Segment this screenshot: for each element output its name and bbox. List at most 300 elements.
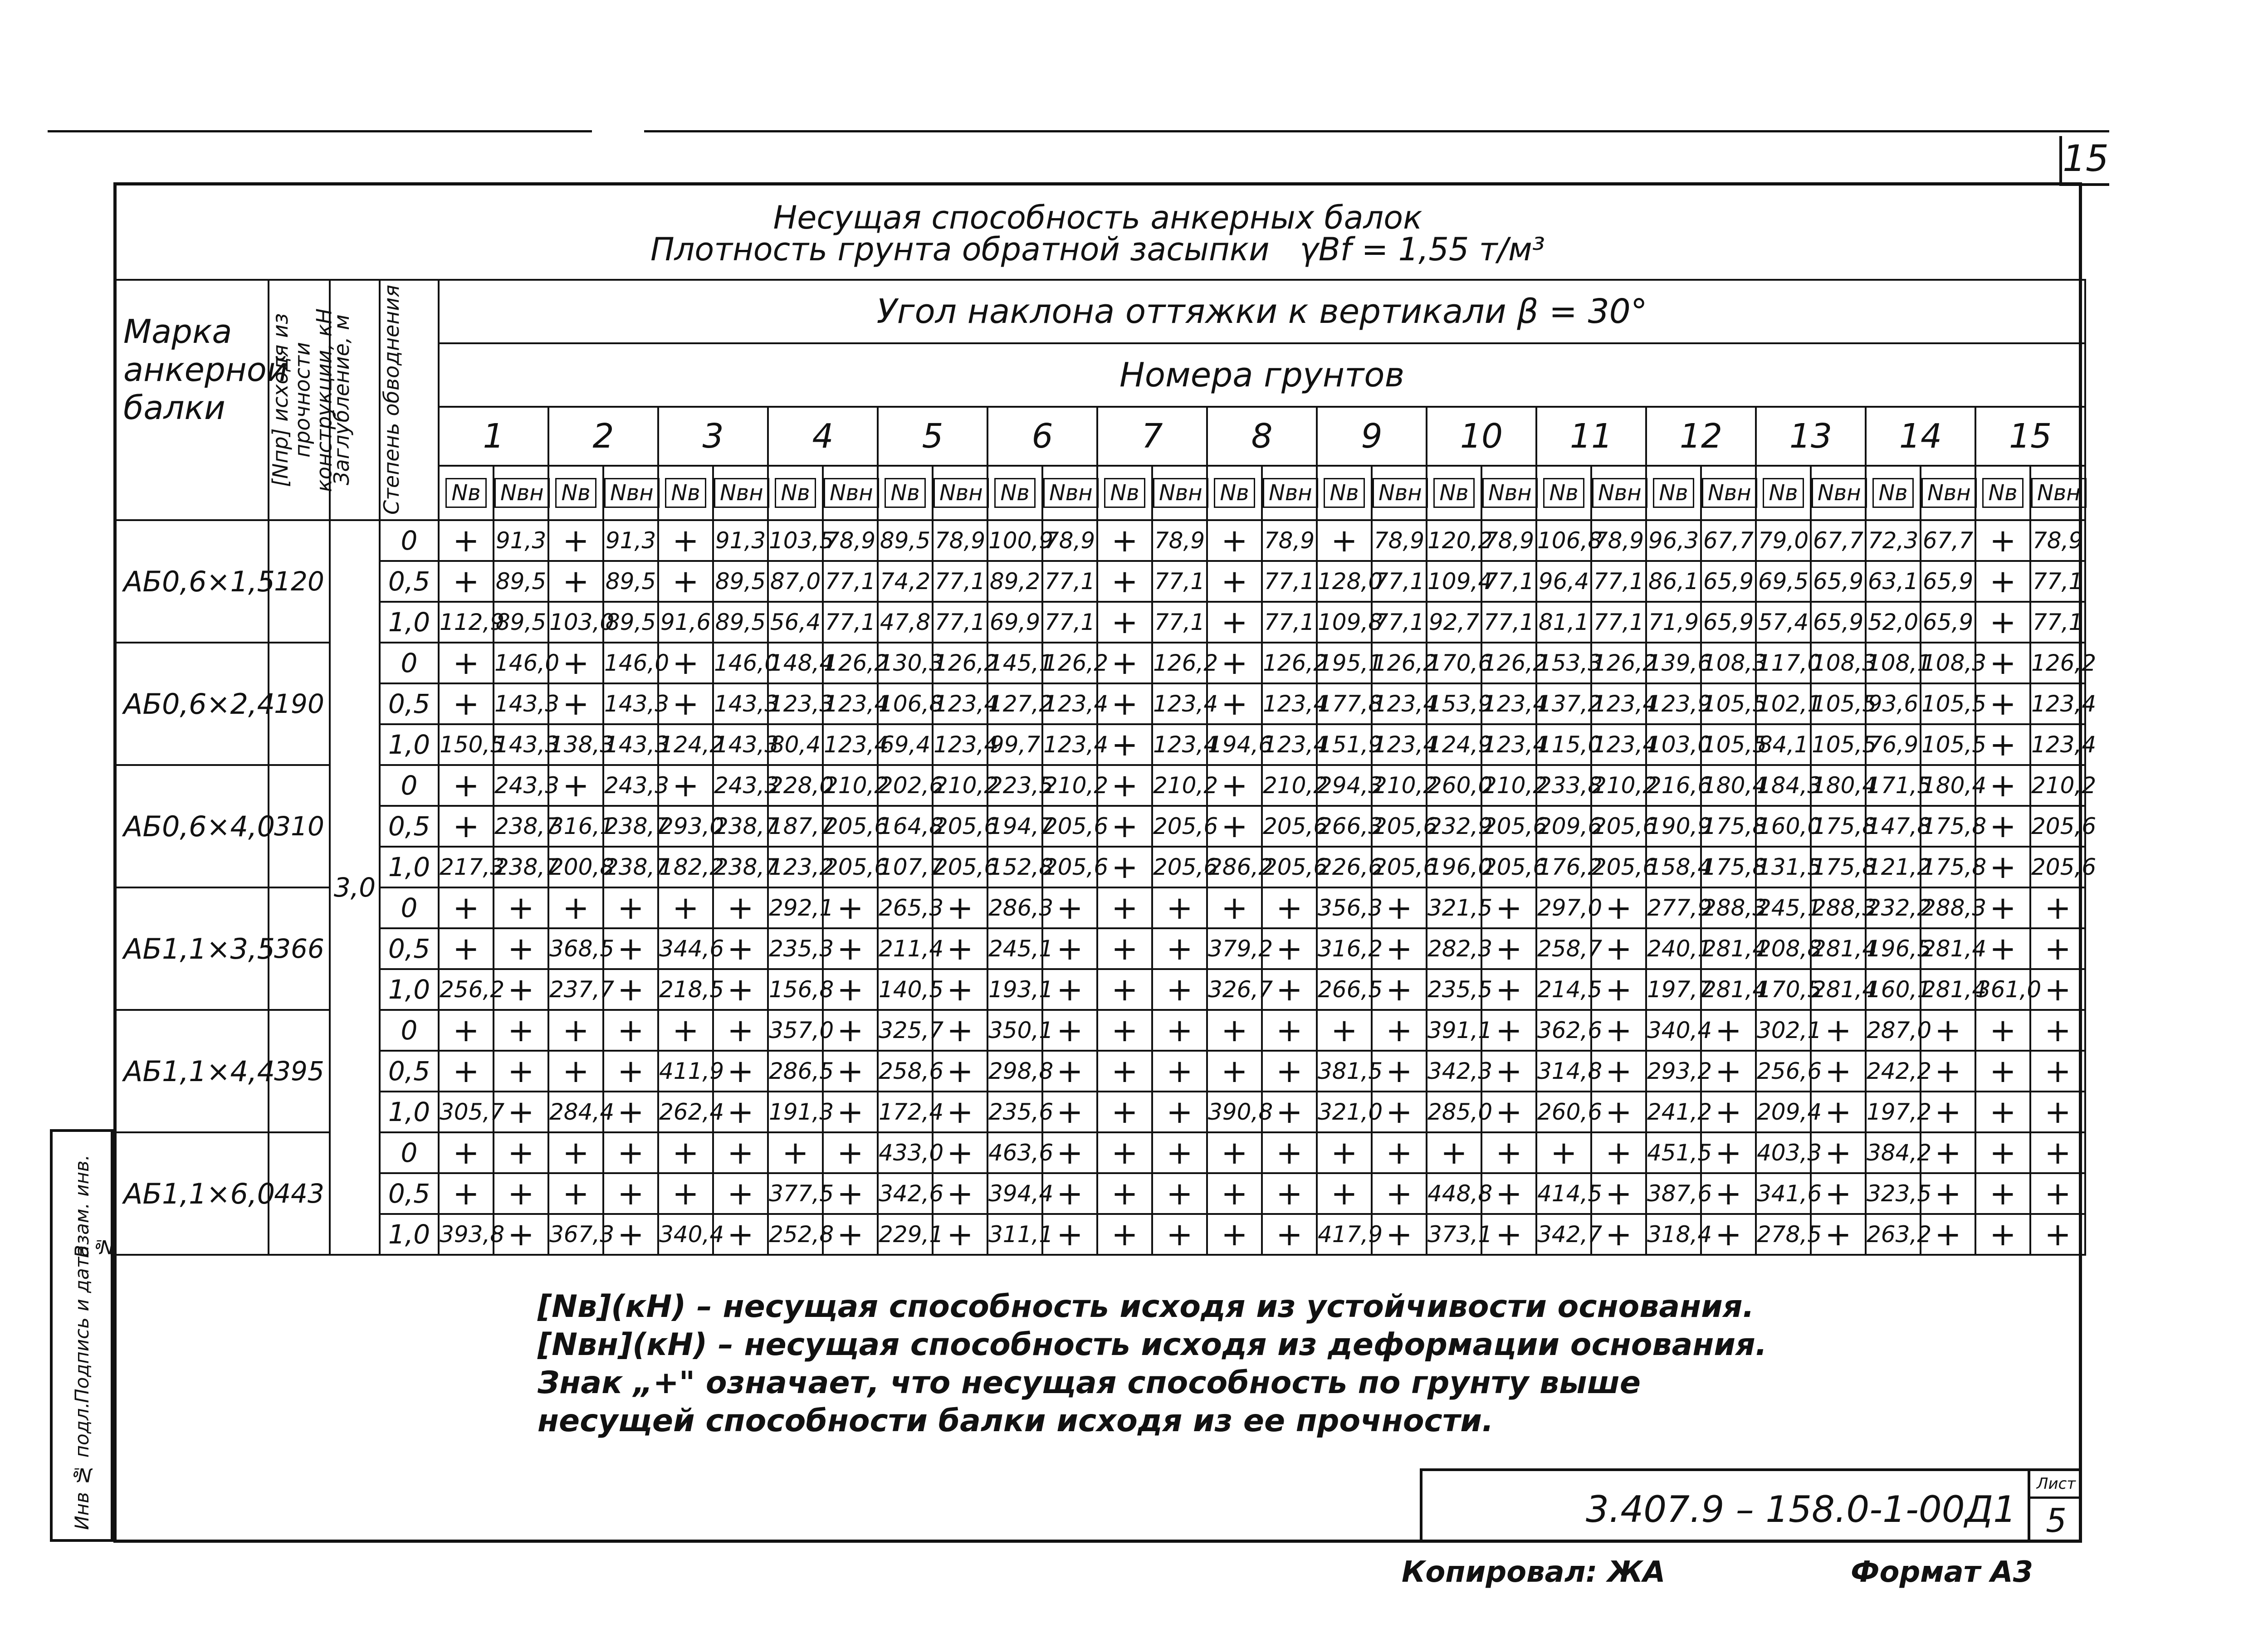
value-cell: 78,9 [823, 520, 878, 561]
value-cell: 126,2 [1372, 643, 1427, 683]
soil-number: 8 [1207, 407, 1317, 466]
table-title: Несущая способность анкерных балок [773, 199, 1422, 236]
value-cell: 89,5 [603, 561, 658, 602]
value-cell: + [603, 1051, 658, 1092]
subheader-cell [1372, 466, 1427, 520]
notes [538, 1288, 1767, 1440]
value-cell: 414,5 [1536, 1173, 1591, 1214]
value-cell: + [1262, 1051, 1317, 1092]
value-cell: + [658, 887, 713, 928]
value-cell: + [1317, 1173, 1372, 1214]
value-cell: + [2030, 1051, 2085, 1092]
subheader-cell [548, 466, 603, 520]
value-cell: 232,2 [1866, 887, 1921, 928]
value-cell: + [1207, 643, 1262, 683]
value-cell: 123,4 [823, 724, 878, 765]
value-cell: 433,0 [878, 1132, 933, 1173]
table-row [114, 561, 2085, 602]
value-cell: 121,2 [1866, 847, 1921, 887]
subheader-cell [1317, 466, 1372, 520]
value-cell: 77,1 [823, 602, 878, 643]
value-cell: 89,5 [494, 561, 548, 602]
value-cell: 106,8 [878, 683, 933, 724]
value-cell: + [1811, 1010, 1866, 1051]
subheader-cell [1646, 466, 1701, 520]
value-cell: + [1042, 1132, 1097, 1173]
value-cell: + [1097, 887, 1152, 928]
value-cell: + [1975, 520, 2030, 561]
value-cell: + [1975, 887, 2030, 928]
value-cell: 105,5 [1811, 724, 1866, 765]
value-cell: 180,4 [1701, 765, 1756, 806]
value-cell: + [658, 1010, 713, 1051]
value-cell: 286,3 [987, 887, 1042, 928]
value-cell: + [1262, 1214, 1317, 1255]
value-cell: 394,4 [987, 1173, 1042, 1214]
value-cell: 184,3 [1756, 765, 1811, 806]
value-cell: 205,6 [1591, 806, 1646, 847]
value-cell: + [1591, 887, 1646, 928]
value-cell: 99,7 [987, 724, 1042, 765]
value-cell: + [658, 1132, 713, 1173]
value-cell: + [713, 1132, 768, 1173]
value-cell: 171,5 [1866, 765, 1921, 806]
value-cell: 205,6 [2030, 806, 2085, 847]
nvh-label: Nвн [1482, 478, 1538, 508]
value-cell: + [823, 928, 878, 969]
table-row [114, 1214, 2085, 1255]
value-cell: 77,1 [1152, 561, 1207, 602]
value-cell: + [1591, 969, 1646, 1010]
value-cell: 164,8 [878, 806, 933, 847]
value-cell: + [1097, 765, 1152, 806]
value-cell: 150,5 [439, 724, 494, 765]
subheader-cell [1756, 466, 1811, 520]
value-cell: + [823, 1173, 878, 1214]
value-cell: + [2030, 1092, 2085, 1132]
value-cell: + [1975, 683, 2030, 724]
value-cell: 238,7 [713, 806, 768, 847]
value-cell: + [548, 643, 603, 683]
subheader-cell [1536, 466, 1591, 520]
value-cell: + [1372, 1214, 1427, 1255]
value-cell: + [1481, 1092, 1536, 1132]
subheader-cell [1207, 466, 1262, 520]
value-cell: 103,0 [1646, 724, 1701, 765]
value-cell: 175,8 [1701, 847, 1756, 887]
value-cell: + [1262, 969, 1317, 1010]
value-cell: 240,1 [1646, 928, 1701, 969]
value-cell: 89,5 [713, 602, 768, 643]
value-cell: + [494, 1214, 548, 1255]
value-cell: 77,1 [823, 561, 878, 602]
value-cell: 126,2 [823, 643, 878, 683]
note-line: [Nвн](кН) – несущая способность исходя из деформации основания. [538, 1327, 1767, 1363]
value-cell: + [1975, 847, 2030, 887]
value-cell: 123,4 [2030, 683, 2085, 724]
value-cell: 138,3 [548, 724, 603, 765]
value-cell: 235,6 [987, 1092, 1042, 1132]
value-cell: 190,9 [1646, 806, 1701, 847]
nvh-label: Nвн [1153, 478, 1208, 508]
value-cell: 77,1 [933, 561, 987, 602]
value-cell: 78,9 [1152, 520, 1207, 561]
value-cell: 63,1 [1866, 561, 1921, 602]
value-cell: 78,9 [2030, 520, 2085, 561]
value-cell: + [2030, 1214, 2085, 1255]
value-cell: 106,8 [1536, 520, 1591, 561]
value-cell: 91,3 [494, 520, 548, 561]
value-cell: + [1591, 1173, 1646, 1214]
value-cell: 123,4 [933, 724, 987, 765]
value-cell: + [439, 683, 494, 724]
value-cell: 387,6 [1646, 1173, 1701, 1214]
subheader-cell [1097, 466, 1152, 520]
value-cell: 146,0 [713, 643, 768, 683]
value-cell: 151,9 [1317, 724, 1372, 765]
value-cell: + [933, 1214, 987, 1255]
value-cell: 126,2 [1591, 643, 1646, 683]
value-cell: 56,4 [768, 602, 823, 643]
value-cell: + [1262, 1010, 1317, 1051]
value-cell: + [713, 1214, 768, 1255]
value-cell: 103,0 [548, 602, 603, 643]
value-cell: + [1097, 1051, 1152, 1092]
value-cell: 102,1 [1756, 683, 1811, 724]
value-cell: 126,2 [1152, 643, 1207, 683]
nvh-label: Nвн [604, 478, 660, 508]
value-cell: 160,1 [1866, 969, 1921, 1010]
value-cell: 127,2 [987, 683, 1042, 724]
beam-mark: АБ1,1×3,5 [114, 887, 269, 1010]
value-cell: 367,3 [548, 1214, 603, 1255]
value-cell: 243,3 [603, 765, 658, 806]
value-cell: + [1207, 1051, 1262, 1092]
value-cell: 126,2 [1262, 643, 1317, 683]
value-cell: 91,3 [603, 520, 658, 561]
value-cell: 256,6 [1756, 1051, 1811, 1092]
header-depth-label: Заглубление, м [329, 314, 354, 486]
value-cell: 214,5 [1536, 969, 1591, 1010]
value-cell: 205,6 [1042, 847, 1097, 887]
value-cell: 323,5 [1866, 1173, 1921, 1214]
value-cell: + [1591, 928, 1646, 969]
value-cell: 197,7 [1646, 969, 1701, 1010]
value-cell: + [713, 1092, 768, 1132]
value-cell: + [1207, 561, 1262, 602]
value-cell: 123,2 [768, 847, 823, 887]
value-cell: + [823, 1051, 878, 1092]
value-cell: 205,6 [933, 806, 987, 847]
value-cell: + [494, 1092, 548, 1132]
value-cell: + [1152, 1173, 1207, 1214]
nvh-label: Nвн [934, 478, 989, 508]
nvh-label: Nвн [1812, 478, 1867, 508]
value-cell: + [1152, 1092, 1207, 1132]
nvh-label: Nвн [1592, 478, 1647, 508]
value-cell: + [2030, 1010, 2085, 1051]
subheader-cell [494, 466, 548, 520]
value-cell: + [1097, 969, 1152, 1010]
value-cell: + [1317, 1010, 1372, 1051]
value-cell: + [439, 765, 494, 806]
value-cell: + [1207, 1010, 1262, 1051]
value-cell: + [1372, 969, 1427, 1010]
header-mark: Марка анкерной балки [114, 280, 269, 520]
value-cell: + [2030, 928, 2085, 969]
value-cell: + [1481, 1132, 1536, 1173]
table-row [114, 969, 2085, 1010]
value-cell: 77,1 [1372, 602, 1427, 643]
water-degree: 1,0 [380, 724, 439, 765]
water-degree: 0 [380, 765, 439, 806]
table-row [114, 1132, 2085, 1173]
water-degree: 1,0 [380, 847, 439, 887]
value-cell: 77,1 [1481, 561, 1536, 602]
value-cell: 205,6 [1481, 847, 1536, 887]
value-cell: + [1372, 1173, 1427, 1214]
value-cell: 143,3 [494, 724, 548, 765]
value-cell: 112,9 [439, 602, 494, 643]
beam-mark: АБ1,1×6,0 [114, 1132, 269, 1255]
value-cell: 123,4 [933, 683, 987, 724]
value-cell: 109,4 [1427, 561, 1481, 602]
value-cell: 316,1 [548, 806, 603, 847]
beam-mark: АБ0,6×4,0 [114, 765, 269, 887]
value-cell: 105,5 [1921, 724, 1975, 765]
water-degree: 0 [380, 1132, 439, 1173]
value-cell: 205,6 [933, 847, 987, 887]
value-cell: 205,6 [1262, 847, 1317, 887]
value-cell: 210,2 [1372, 765, 1427, 806]
water-degree: 0,5 [380, 683, 439, 724]
value-cell: 210,2 [2030, 765, 2085, 806]
value-cell: 158,4 [1646, 847, 1701, 887]
water-degree: 0,5 [380, 806, 439, 847]
value-cell: + [1372, 887, 1427, 928]
table-subtitle [117, 231, 2079, 268]
value-cell: 451,5 [1646, 1132, 1701, 1173]
value-cell: 120,2 [1427, 520, 1481, 561]
value-cell: 143,3 [713, 683, 768, 724]
value-cell: + [2030, 1173, 2085, 1214]
value-cell: 326,7 [1207, 969, 1262, 1010]
value-cell: + [603, 928, 658, 969]
value-cell: + [1152, 1010, 1207, 1051]
table-row [114, 847, 2085, 887]
value-cell: 126,2 [1481, 643, 1536, 683]
sheet-number: 5 [2046, 1501, 2067, 1540]
value-cell: 123,4 [1372, 683, 1427, 724]
value-cell: + [933, 1173, 987, 1214]
angle-header: Угол наклона оттяжки к вертикали β = 30° [439, 280, 2085, 343]
value-cell: 403,3 [1756, 1132, 1811, 1173]
value-cell: + [1207, 1132, 1262, 1173]
value-cell: 210,2 [823, 765, 878, 806]
value-cell: + [1042, 1173, 1097, 1214]
sheet-label: Лист [2030, 1471, 2082, 1499]
subheader-cell [1811, 466, 1866, 520]
value-cell: 195,1 [1317, 643, 1372, 683]
value-cell: 342,7 [1536, 1214, 1591, 1255]
value-cell: + [2030, 1132, 2085, 1173]
value-cell: 238,7 [603, 806, 658, 847]
value-cell: 281,4 [1701, 928, 1756, 969]
value-cell: 209,6 [1536, 806, 1591, 847]
value-cell: 210,2 [1042, 765, 1097, 806]
table-row [114, 643, 2085, 683]
value-cell: 123,4 [1042, 683, 1097, 724]
value-cell: 344,6 [658, 928, 713, 969]
value-cell: 153,9 [1427, 683, 1481, 724]
value-cell: 109,8 [1317, 602, 1372, 643]
value-cell: + [658, 561, 713, 602]
value-cell: + [1042, 1010, 1097, 1051]
capacity-table [113, 279, 2097, 1256]
value-cell: 91,3 [713, 520, 768, 561]
value-cell: 65,9 [1811, 602, 1866, 643]
value-cell: + [2030, 969, 2085, 1010]
nvh-label: Nвн [494, 478, 550, 508]
value-cell: + [1975, 1132, 2030, 1173]
value-cell: 71,9 [1646, 602, 1701, 643]
value-cell: 194,6 [1207, 724, 1262, 765]
header-np-label: [Nпр] исходя из прочности конструкции, кН [268, 308, 337, 492]
value-cell: + [1975, 1214, 2030, 1255]
nv-label: Nв [1324, 478, 1364, 508]
value-cell: + [1042, 887, 1097, 928]
subheader-cell [768, 466, 823, 520]
beam-mark: АБ1,1×4,4 [114, 1010, 269, 1132]
value-cell: 287,0 [1866, 1010, 1921, 1051]
table-row [114, 1173, 2085, 1214]
nv-label: Nв [1872, 478, 1913, 508]
copied-by [1402, 1555, 1665, 1589]
value-cell: + [713, 1010, 768, 1051]
value-cell: + [1975, 1092, 2030, 1132]
value-cell: + [1372, 1092, 1427, 1132]
beam-np: 366 [269, 887, 330, 1010]
soil-number: 13 [1756, 407, 1866, 466]
value-cell: 411,9 [658, 1051, 713, 1092]
value-cell: 67,7 [1701, 520, 1756, 561]
value-cell: 286,2 [1207, 847, 1262, 887]
value-cell: + [768, 1132, 823, 1173]
value-cell: + [1591, 1092, 1646, 1132]
value-cell: 87,0 [768, 561, 823, 602]
value-cell: 205,6 [823, 806, 878, 847]
beam-np: 395 [269, 1010, 330, 1132]
nv-label: Nв [445, 478, 486, 508]
value-cell: + [933, 1010, 987, 1051]
value-cell: + [1975, 1051, 2030, 1092]
beam-np: 310 [269, 765, 330, 887]
value-cell: 108,3 [1701, 643, 1756, 683]
value-cell: 77,1 [1042, 561, 1097, 602]
value-cell: 197,2 [1866, 1092, 1921, 1132]
value-cell: + [1481, 969, 1536, 1010]
table-row [114, 724, 2085, 765]
value-cell: 233,8 [1536, 765, 1591, 806]
value-cell: + [933, 928, 987, 969]
value-cell: + [1975, 765, 2030, 806]
value-cell: + [1372, 928, 1427, 969]
value-cell: 193,1 [987, 969, 1042, 1010]
value-cell: + [1097, 847, 1152, 887]
value-cell: 281,4 [1701, 969, 1756, 1010]
soil-number: 14 [1866, 407, 1975, 466]
value-cell: 205,6 [1591, 847, 1646, 887]
density-label: Плотность грунта обратной засыпки [650, 231, 1270, 268]
value-cell: 105,5 [1811, 683, 1866, 724]
value-cell: + [658, 520, 713, 561]
value-cell: 187,7 [768, 806, 823, 847]
value-cell: 191,3 [768, 1092, 823, 1132]
value-cell: 340,4 [1646, 1010, 1701, 1051]
value-cell: + [713, 928, 768, 969]
value-cell: 238,7 [494, 847, 548, 887]
table-row [114, 806, 2085, 847]
value-cell: 79,0 [1756, 520, 1811, 561]
value-cell: + [1811, 1173, 1866, 1214]
value-cell: 123,4 [1481, 683, 1536, 724]
value-cell: + [439, 561, 494, 602]
value-cell: 105,5 [1701, 683, 1756, 724]
value-cell: + [548, 1051, 603, 1092]
nv-label: Nв [665, 478, 706, 508]
value-cell: + [1921, 1132, 1975, 1173]
value-cell: 377,5 [768, 1173, 823, 1214]
value-cell: 123,4 [2030, 724, 2085, 765]
nvh-label: Nвн [1921, 478, 1977, 508]
value-cell: 77,1 [933, 602, 987, 643]
value-cell: + [603, 887, 658, 928]
value-cell: + [1372, 1051, 1427, 1092]
value-cell: 258,7 [1536, 928, 1591, 969]
value-cell: + [1481, 1214, 1536, 1255]
value-cell: + [1042, 1092, 1097, 1132]
value-cell: 123,4 [1591, 724, 1646, 765]
value-cell: + [1975, 1010, 2030, 1051]
value-cell: 130,3 [878, 643, 933, 683]
value-cell: 47,8 [878, 602, 933, 643]
page-number: 15 [2059, 136, 2109, 186]
value-cell: 368,5 [548, 928, 603, 969]
value-cell: 235,3 [768, 928, 823, 969]
value-cell: 341,6 [1756, 1173, 1811, 1214]
table-row [114, 1010, 2085, 1051]
sidebar-label: Взам. инв. № [71, 1154, 115, 1258]
value-cell: + [1921, 1092, 1975, 1132]
value-cell: + [1536, 1132, 1591, 1173]
value-cell: 117,0 [1756, 643, 1811, 683]
value-cell: 288,3 [1701, 887, 1756, 928]
value-cell: + [1811, 1092, 1866, 1132]
soil-number: 12 [1646, 407, 1756, 466]
beam-mark: АБ0,6×1,5 [114, 520, 269, 643]
subheader-cell [1921, 466, 1975, 520]
value-cell: + [1701, 1132, 1756, 1173]
value-cell: 297,0 [1536, 887, 1591, 928]
value-cell: + [933, 969, 987, 1010]
value-cell: + [548, 887, 603, 928]
value-cell: 131,5 [1756, 847, 1811, 887]
value-cell: + [548, 561, 603, 602]
subheader-cell [1427, 466, 1481, 520]
value-cell: 196,0 [1427, 847, 1481, 887]
soil-number: 1 [439, 407, 548, 466]
value-cell: 74,2 [878, 561, 933, 602]
